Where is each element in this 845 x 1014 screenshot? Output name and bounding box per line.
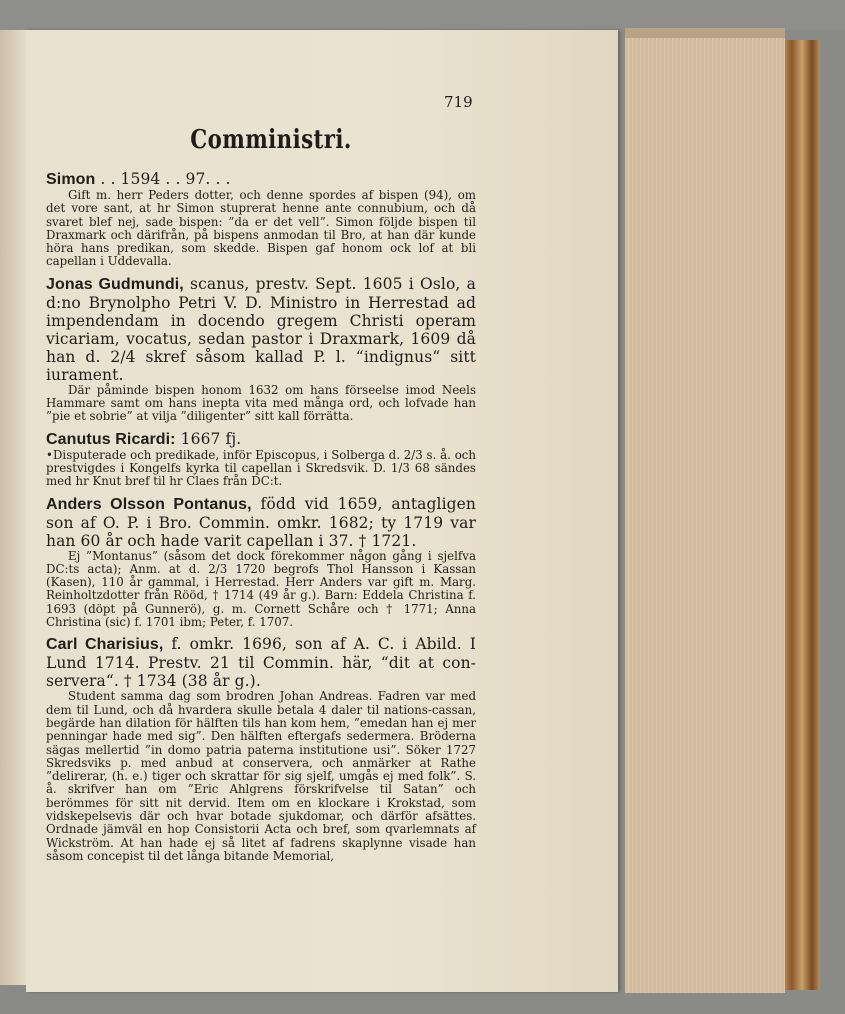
page-text [46, 170, 476, 869]
book-page [26, 30, 618, 992]
entry-note: Där påminde bispen honom 1632 om hans förseelse imod Neels Hammare samt om hans inepta vita med många ord, och lofvade han ”pie et sobrie” at vilja ”diligenter” sitt kall förrätta. [46, 382, 476, 424]
entry-head [46, 495, 476, 550]
entry-name: Canutus Ricardi: [46, 430, 176, 448]
entry-head [46, 275, 476, 384]
entry-head [46, 430, 476, 449]
entry-head-text: f. omkr. 1696, son af A. C. i Abild. I Lund 1714. Prestv. 21 til Commin. här, “dit at con-servera“. † 1734 (38 år g.). [46, 635, 476, 691]
entry-head-text: född vid 1659, antagligen son af O. P. i Bro. Commin. omkr. 1682; ty 1719 var han 60 år och hade varit capellan i 37. † 1721. [46, 494, 477, 550]
scan-background [0, 0, 845, 30]
entry-note: Gift m. herr Peders dotter, och denne spordes af bispen (94), om det vore sant, at hr Simon stuprerat henne ante connubium, och då svaret blef nej, sade bispen: ”da er det vell”. Simon följde bispen til Draxmark och därifrån, på bispens anmodan til Bro, at han där kunde höra hans predikan, som skedde. Bispen gaf honom ock lof at bli capellan i Uddevalla. [46, 188, 476, 269]
page-heading: Comministri. [190, 125, 352, 155]
entry-name: Anders Olsson Pontanus, [46, 495, 252, 513]
entry-name: Simon [46, 171, 96, 188]
entry-simon [46, 170, 476, 269]
book-cover-edge [780, 40, 820, 990]
entry-jonas-gudmundi [46, 275, 476, 424]
entry-canutus-ricardi [46, 430, 476, 489]
entry-name: Carl Charisius, [46, 636, 164, 654]
entry-anders-olsson-pontanus [46, 495, 476, 630]
previous-page-edge [0, 30, 26, 985]
entry-note: Ej ”Montanus” (såsom det dock förekommer någon gång i sjelfva DC:ts acta); Anm. at d. 2/3 1720 begrofs Thol Hansson i Kassan (Kasen), 110 år gammal, i Herrestad. Herr Anders var gift m. Marg. Reinholtzdotter från Rööd, † 1714 (49 år g.). Barn: Eddela Christina f. 1693 (döpt på Gunnerö), g. m. Cornett Schåre och † 1771; Anna Christina (sic) f. 1701 ibm; Peter, f. 1707. [46, 548, 476, 630]
entry-carl-charisius [46, 635, 476, 863]
entry-name: Jonas Gudmundi, [46, 275, 184, 293]
entry-note: •Disputerade och predikade, inför Episcopus, i Solberga d. 2/3 s. å. och prestvigdes i Kongelfs kyrka til capellan i Skredsvik. D. 1/3 68 sändes med hr Knut bref til hr Claes från DC:t. [46, 447, 476, 489]
entry-note: Student samma dag som brodren Johan Andreas. Fadren var med dem til Lund, och då hvardera skulle betala 4 daler til nations-cassan, begärde han dilation för hälften tils han kom hem, ”emedan han ej mer penningar hade med sig”. Den hälften eftergafs sedermera. Bröderna sägas mellertid ”in domo patria paterna institutione usi”. Söker 1727 Skredsviks p. med anbud at conservera, och anmärker at Rathe ”delirerar, (h. e.) tiger och skrattar för sig sjelf, umgås ej med folk”. S. å. skrifver han om ”Eric Ahlgrens förskrifvelse til Satan” och berömmes för sitt nit dervid. Item om en klockare i Krokstad, som vidskepelsevis där och hvar botade sjukdomar, och därför afsättes. Ordnade jämväl en hop Consistorii Acta och bref, som qvarlemnats af Wickström. At han hade ej så litet af fadrens skaplynne visade han såsom concepist til det långa bitande Memorial, [46, 689, 476, 863]
entry-head [46, 170, 476, 189]
page-number: 719 [444, 93, 473, 111]
page-stack-top [625, 28, 785, 38]
entry-head-text: 1667 fj. [175, 429, 242, 448]
entry-head-text: . . 1594 . . 97. . . [95, 170, 231, 188]
page-stack-edge [625, 28, 785, 993]
entry-head-text: scanus, prestv. Sept. 1605 i Oslo, a d:no Brynolpho Petri V. D. Ministro in Herrestad ad impendendam in docendo gregem Christi operam vicariam, vocatus, sedan pastor i Draxmark, 1609 då han d. 2/4 skref såsom kallad P. l. “indignus“ sitt iurament. [46, 274, 476, 384]
entry-head [46, 635, 476, 690]
